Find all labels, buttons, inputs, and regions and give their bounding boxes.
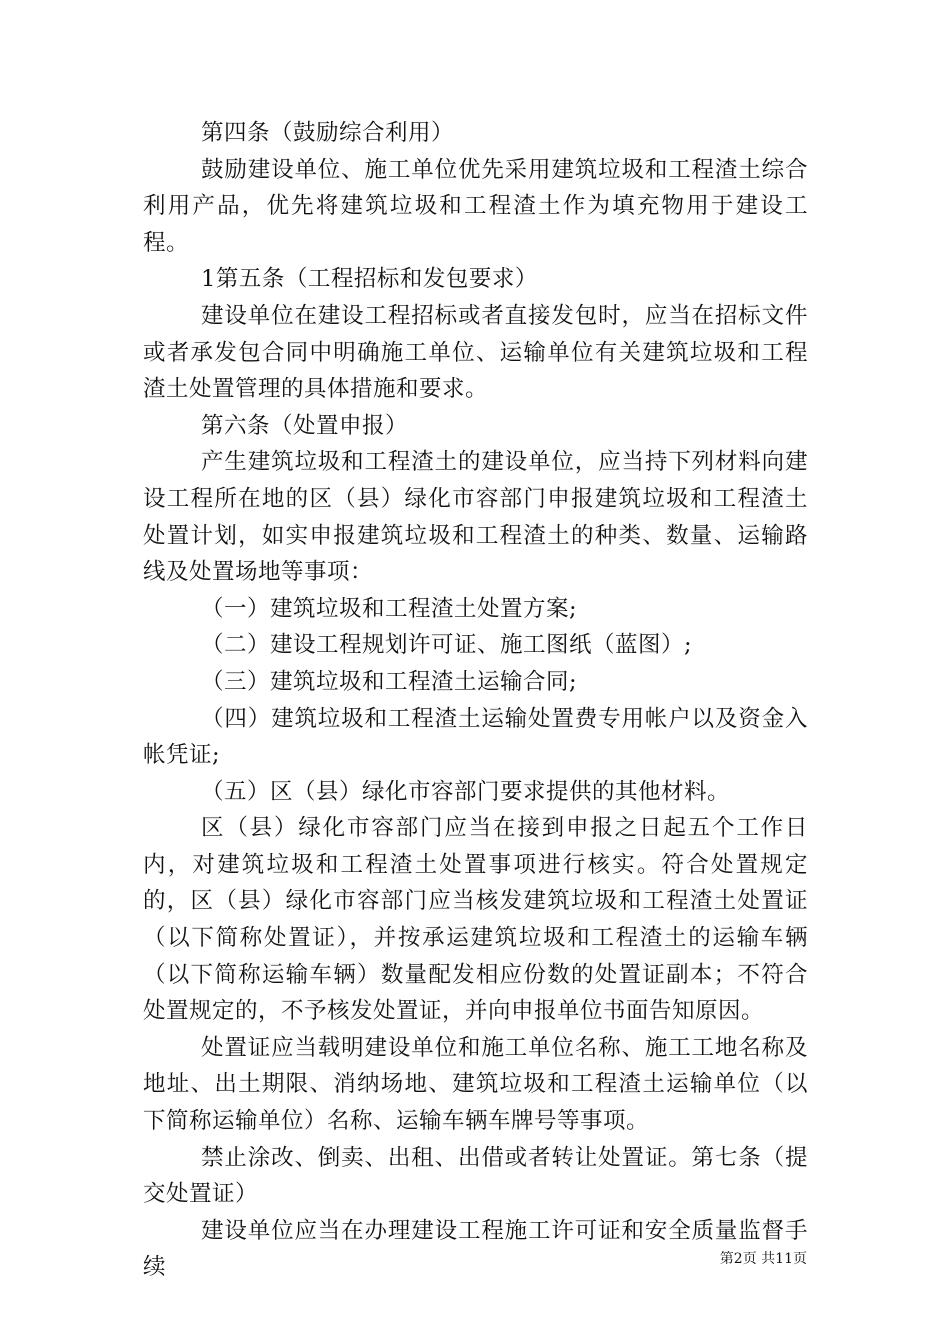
footer-page-number: 2 <box>733 1251 743 1267</box>
footer-prefix: 第 <box>719 1251 734 1267</box>
article-6-text: 产生建筑垃圾和工程渣土的建设单位，应当持下列材料向建设工程所在地的区（县）绿化市容部门申报建筑垃圾和工程渣土处置计划，如实申报建筑垃圾和工程渣土的种类、数量、运输路线及处置场地等事项： <box>143 449 808 586</box>
article-6-item-3: （三）建筑垃圾和工程渣土运输合同; <box>201 668 578 695</box>
footer-suffix: 页 <box>793 1251 807 1267</box>
article-6-prohibition: 禁止涂改、倒卖、出租、出借或者转让处置证。第七条（提交处置证） <box>143 1144 808 1208</box>
article-4-text: 鼓励建设单位、施工单位优先采用建筑垃圾和工程渣土综合利用产品，优先将建筑垃圾和工程渣土作为填充物用于建设工程。 <box>143 156 808 256</box>
article-6-item-5: （五）区（县）绿化市容部门要求提供的其他材料。 <box>201 778 731 805</box>
article-5-heading: 1第五条（工程招标和发包要求） <box>201 266 538 293</box>
article-5-text: 建设单位在建设工程招标或者直接发包时，应当在招标文件或者承发包合同中明确施工单位、运输单位有关建筑垃圾和工程渣土处置管理的具体措施和要求。 <box>143 302 808 403</box>
footer-middle: 页 共 <box>742 1251 776 1267</box>
footer-total-pages: 11 <box>775 1251 793 1267</box>
article-6-item-2: （二）建设工程规划许可证、施工图纸（蓝图）; <box>201 632 693 659</box>
article-4-heading: 第四条（鼓励综合利用） <box>201 120 455 146</box>
article-6-item-1: （一）建筑垃圾和工程渣土处置方案; <box>201 595 578 622</box>
article-7-text: 建设单位应当在办理建设工程施工许可证和安全质量监督手续 <box>143 1217 808 1281</box>
article-6-certificate-contents: 处置证应当载明建设单位和施工单位名称、施工工地名称及地址、出土期限、消纳场地、建筑垃圾和工程渣土运输单位（以下简称运输单位）名称、运输车辆车牌号等事项。 <box>143 1034 808 1135</box>
article-6-verification: 区（县）绿化市容部门应当在接到申报之日起五个工作日内，对建筑垃圾和工程渣土处置事项进行核实。符合处置规定的，区（县）绿化市容部门应当核发建筑垃圾和工程渣土处置证（以下简称处置证），并按承运建筑垃圾和工程渣土的运输车辆（以下简称运输车辆）数量配发相应份数的处置证副本；不符合处置规定的，不予核发处置证，并向申报单位书面告知原因。 <box>143 815 808 1025</box>
article-6-heading: 第六条（处置申报） <box>201 412 409 439</box>
page-footer <box>720 1248 807 1268</box>
article-6-item-4: （四）建筑垃圾和工程渣土运输处置费专用帐户以及资金入帐凭证; <box>143 705 808 769</box>
document-body <box>143 115 808 1286</box>
